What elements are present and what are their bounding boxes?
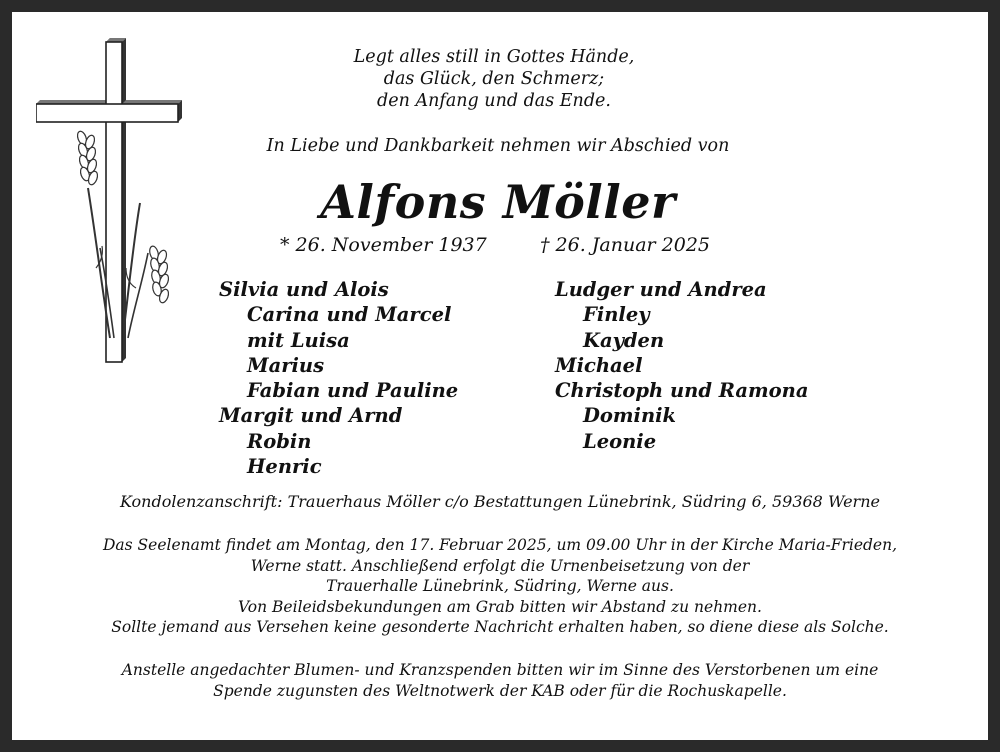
survivor-name: Ludger und Andrea xyxy=(555,278,767,301)
donation-line: Spende zugunsten des Weltnotwerk der KAB oder für die Rochuskapelle. xyxy=(213,682,787,700)
survivor-name: Finley xyxy=(583,303,650,327)
survivors-right-column xyxy=(555,277,809,454)
deceased-name: Alfons Möller xyxy=(320,175,676,229)
survivor-name: Marius xyxy=(247,353,325,377)
survivor-name: Dominik xyxy=(583,404,677,428)
death-date: † 26. Januar 2025 xyxy=(540,234,711,256)
service-information xyxy=(12,535,988,638)
service-line: Das Seelenamt findet am Montag, den 17. Februar 2025, um 09.00 Uhr in der Kirche Maria-Frieden, xyxy=(103,536,897,554)
survivors-left-column xyxy=(219,277,458,479)
verse-line: das Glück, den Schmerz; xyxy=(383,69,605,89)
obituary-notice xyxy=(12,12,988,740)
survivor-name: Kayden xyxy=(583,328,665,352)
verse-line: Legt alles still in Gottes Hände, xyxy=(353,47,635,67)
service-line: Trauerhalle Lünebrink, Südring, Werne aus. xyxy=(326,577,674,595)
cross-with-wheat-icon xyxy=(36,38,188,368)
donation-request xyxy=(12,660,988,702)
survivor-name: mit Luisa xyxy=(247,328,350,352)
survivor-name: Robin xyxy=(247,429,312,453)
survivor-name: Margit und Arnd xyxy=(219,404,403,428)
service-line: Von Beileidsbekundungen am Grab bitten wir Abstand zu nehmen. xyxy=(238,597,762,616)
survivor-name: Leonie xyxy=(583,429,657,453)
birth-date: * 26. November 1937 xyxy=(280,234,487,256)
service-line: Werne statt. Anschließend erfolgt die Urnenbeisetzung von der xyxy=(250,556,750,575)
verse-line: den Anfang und das Ende. xyxy=(377,91,611,111)
survivor-name: Christoph und Ramona xyxy=(555,379,809,403)
donation-line: Anstelle angedachter Blumen- und Kranzspenden bitten wir im Sinne des Verstorbenen um eine xyxy=(121,661,879,679)
verse xyxy=(264,46,724,112)
service-line: Sollte jemand aus Versehen keine gesonderte Nachricht erhalten haben, so diene diese als Solche. xyxy=(111,618,889,636)
survivor-name: Silvia und Alois xyxy=(219,278,389,301)
survivor-name: Henric xyxy=(247,455,322,479)
survivor-name: Michael xyxy=(555,353,643,377)
survivor-name: Carina und Marcel xyxy=(247,303,452,327)
farewell-intro: In Liebe und Dankbarkeit nehmen wir Abschied von xyxy=(266,136,730,156)
condolence-address: Kondolenzanschrift: Trauerhaus Möller c/o Bestattungen Lünebrink, Südring 6, 59368 Werne xyxy=(120,492,880,511)
survivor-name: Fabian und Pauline xyxy=(247,379,459,403)
